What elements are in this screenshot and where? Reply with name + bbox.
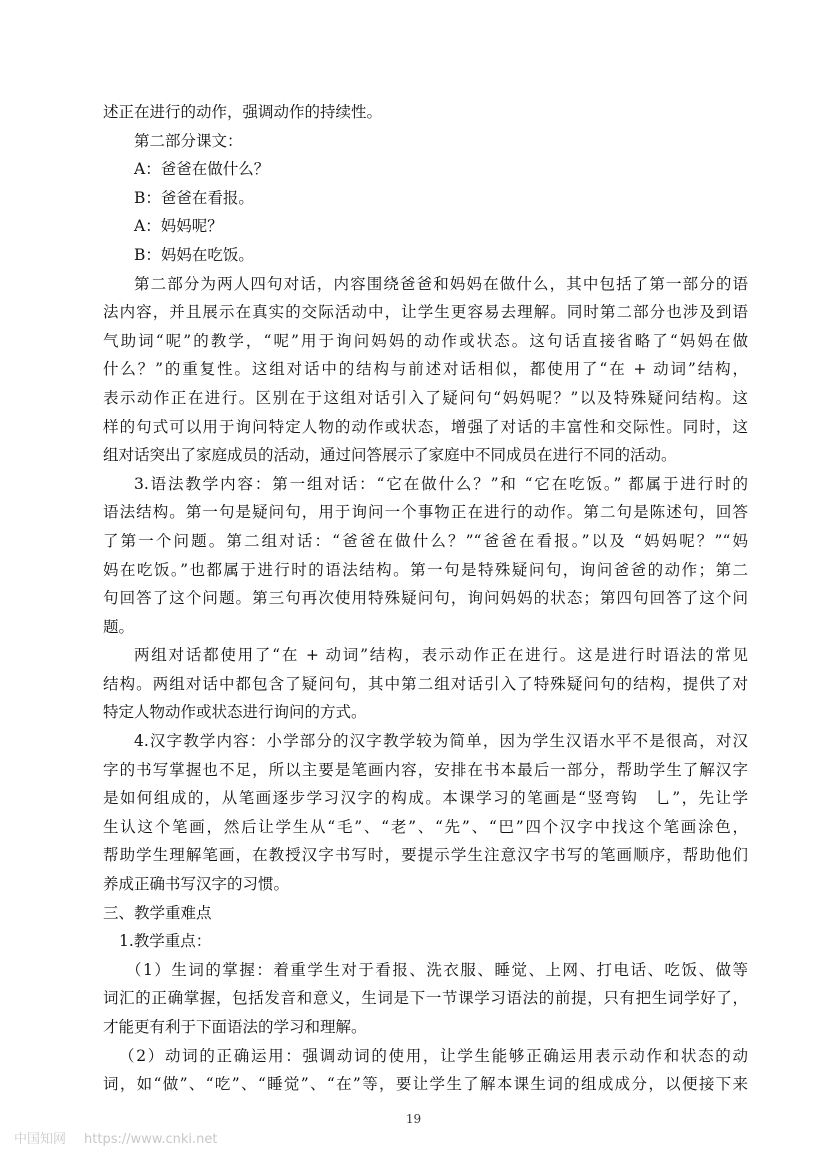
text-line: 词，如“做”、“吃”、“睡觉”、“在”等，要让学生了解本课生词的组成成分，以便接下来	[103, 1075, 748, 1094]
text-line: （2）动词的正确运用：强调动词的使用，让学生能够正确运用表示动作和状态的动	[119, 1046, 748, 1065]
section-label: 第二部分课文：	[134, 131, 243, 150]
subsection-heading: 1.教学重点：	[119, 932, 212, 951]
text-line: 什么？”的重复性。这组对话中的结构与前述对话相似，都使用了“在 + 动词”结构，	[103, 360, 748, 379]
text-line: 两组对话都使用了“在 + 动词”结构，表示动作正在进行。这是进行时语法的常见	[134, 646, 748, 665]
text-line: 字的书写掌握也不足，所以主要是笔画内容，安排在书本最后一部分，帮助学生了解汉字	[103, 760, 748, 779]
dialogue-line: B：爸爸在看报。	[134, 188, 254, 207]
dialogue-line: B：妈妈在吃饭。	[134, 245, 254, 264]
page-number: 19	[405, 1112, 422, 1126]
text-line: 生认这个笔画，然后让学生从“毛”、“老”、“先”、“巴”四个汉字中找这个笔画涂色，	[103, 817, 748, 836]
section-heading: 三、教学重难点	[103, 903, 212, 922]
watermark-logo: 中国知网	[14, 1132, 67, 1147]
text-line: 帮助学生理解笔画，在教授汉字书写时，要提示学生注意汉字书写的笔画顺序，帮助他们	[103, 846, 748, 865]
dialogue-line: A：妈妈呢？	[134, 217, 223, 236]
text-line: 题。	[103, 617, 135, 636]
text-line: 句回答了这个问题。第三句再次使用特殊疑问句，询问妈妈的状态；第四句回答了这个问	[103, 589, 748, 608]
document-body	[103, 98, 748, 1099]
dialogue-line: A：爸爸在做什么？	[134, 160, 270, 179]
text-line: 述正在进行的动作，强调动作的持续性。	[103, 103, 383, 121]
text-line: 语法结构。第一句是疑问句，用于询问一个事物正在进行的动作。第二句是陈述句，回答	[103, 503, 748, 522]
text-line: 了第一个问题。第二组对话：“爸爸在做什么？”“爸爸在看报。”以及 “妈妈呢？”“妈	[103, 531, 748, 550]
text-line: 4.汉字教学内容：小学部分的汉字教学较为简单，因为学生汉语水平不是很高，对汉	[134, 732, 748, 751]
cnki-watermark	[14, 1128, 217, 1147]
text-line: 组对话突出了家庭成员的活动，通过问答展示了家庭中不同成员在进行不同的活动。	[103, 446, 677, 465]
watermark-url: https://www.cnki.net	[84, 1132, 218, 1147]
text-line: 妈在吃饭。”也都属于进行时的语法结构。第一句是特殊疑问句，询问爸爸的动作；第二	[103, 560, 748, 579]
text-line: 3.语法教学内容：第一组对话：“它在做什么？”和 “它在吃饭。” 都属于进行时的	[134, 474, 748, 493]
text-line: 法内容，并且展示在真实的交际活动中，让学生更容易去理解。同时第二部分也涉及到语	[103, 303, 748, 322]
text-line: 样的句式可以用于询问特定人物的动作或状态，增强了对话的丰富性和交际性。同时，这	[103, 417, 748, 436]
text-line: 是如何组成的，从笔画逐步学习汉字的构成。本课学习的笔画是“竖弯钩 乚”，先让学	[103, 789, 748, 808]
text-line: 养成正确书写汉字的习惯。	[103, 875, 290, 894]
text-line: 词汇的正确掌握，包括发音和意义，生词是下一节课学习语法的前提，只有把生词学好了，	[103, 989, 748, 1008]
text-line: 特定人物动作或状态进行询问的方式。	[103, 703, 367, 722]
text-line: 第二部分为两人四句对话，内容围绕爸爸和妈妈在做什么，其中包括了第一部分的语	[134, 274, 748, 293]
text-line: 才能更有利于下面语法的学习和理解。	[103, 1018, 367, 1036]
text-line: 表示动作正在进行。区别在于这组对话引入了疑问句“妈妈呢？”以及特殊疑问结构。这	[103, 388, 748, 407]
text-line: 气助词“呢”的教学，“呢”用于询问妈妈的动作或状态。这句话直接省略了“妈妈在做	[103, 331, 748, 350]
text-line: （1）生词的掌握：着重学生对于看报、洗衣服、睡觉、上网、打电话、吃饭、做等	[126, 960, 748, 979]
text-line: 结构。两组对话中都包含了疑问句，其中第二组对话引入了特殊疑问句的结构，提供了对	[103, 674, 748, 693]
